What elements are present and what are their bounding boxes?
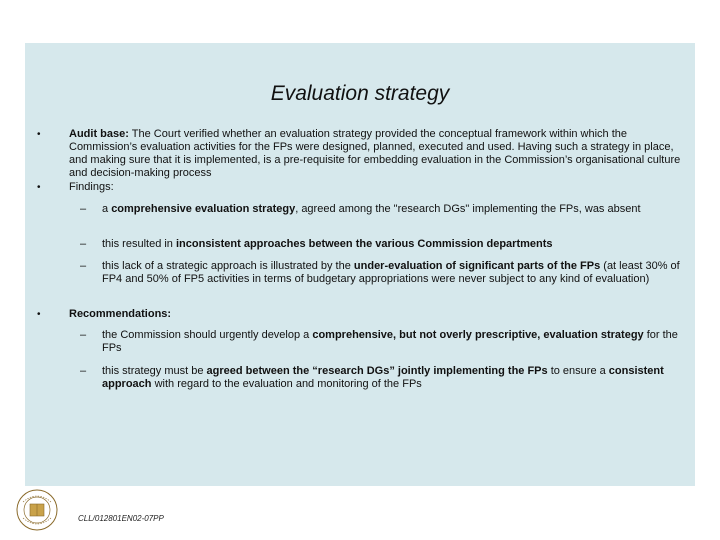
- finding-text: this lack of a strategic approach is illustrated by the under-evaluation of significant parts of the FPs (at least 30% of FP4 and 50% of FP5 activities in terms of budgetary appropriations were never subject to any kind of evaluation): [102, 260, 680, 285]
- footer-reference: CLL/012801EN02-07PP: [78, 514, 164, 523]
- recommendation-text: the Commission should urgently develop a comprehensive, but not overly prescriptive, evaluation strategy for the FPs: [102, 329, 678, 354]
- dash: –: [80, 238, 87, 250]
- dash: –: [80, 203, 87, 215]
- audit-base-body: The Court verified whether an evaluation strategy provided the conceptual framework within which the Commission’s evaluation activities for the FPs were designed, planned, executed and used. Having such a strategy in place, and making sure that it is implemented, is a pre-requisite for embedding evaluation in the Commission’s organisational culture and decision-making process: [69, 128, 681, 179]
- bullet: •: [37, 182, 41, 193]
- dash: –: [80, 329, 87, 341]
- recommendations-label: Recommendations:: [69, 308, 172, 320]
- audit-base-label: Audit base:: [69, 128, 129, 140]
- bullet: •: [37, 129, 41, 140]
- finding-text: this resulted in inconsistent approaches between the various Commission departments: [102, 238, 553, 250]
- recommendation-text: this strategy must be agreed between the “research DGs” jointly implementing the FPs to ensure a consistent approach with regard to the evaluation and monitoring of the FPs: [102, 365, 664, 390]
- court-seal-logo-icon: [15, 488, 59, 532]
- finding-text: a comprehensive evaluation strategy, agreed among the "research DGs" implementing the FPs, was absent: [102, 203, 641, 215]
- bullet: •: [37, 309, 41, 320]
- audit-base-text: [69, 128, 685, 180]
- dash: –: [80, 260, 87, 272]
- findings-label: Findings:: [69, 181, 114, 193]
- dash: –: [80, 365, 87, 377]
- slide-title: Evaluation strategy: [270, 82, 450, 105]
